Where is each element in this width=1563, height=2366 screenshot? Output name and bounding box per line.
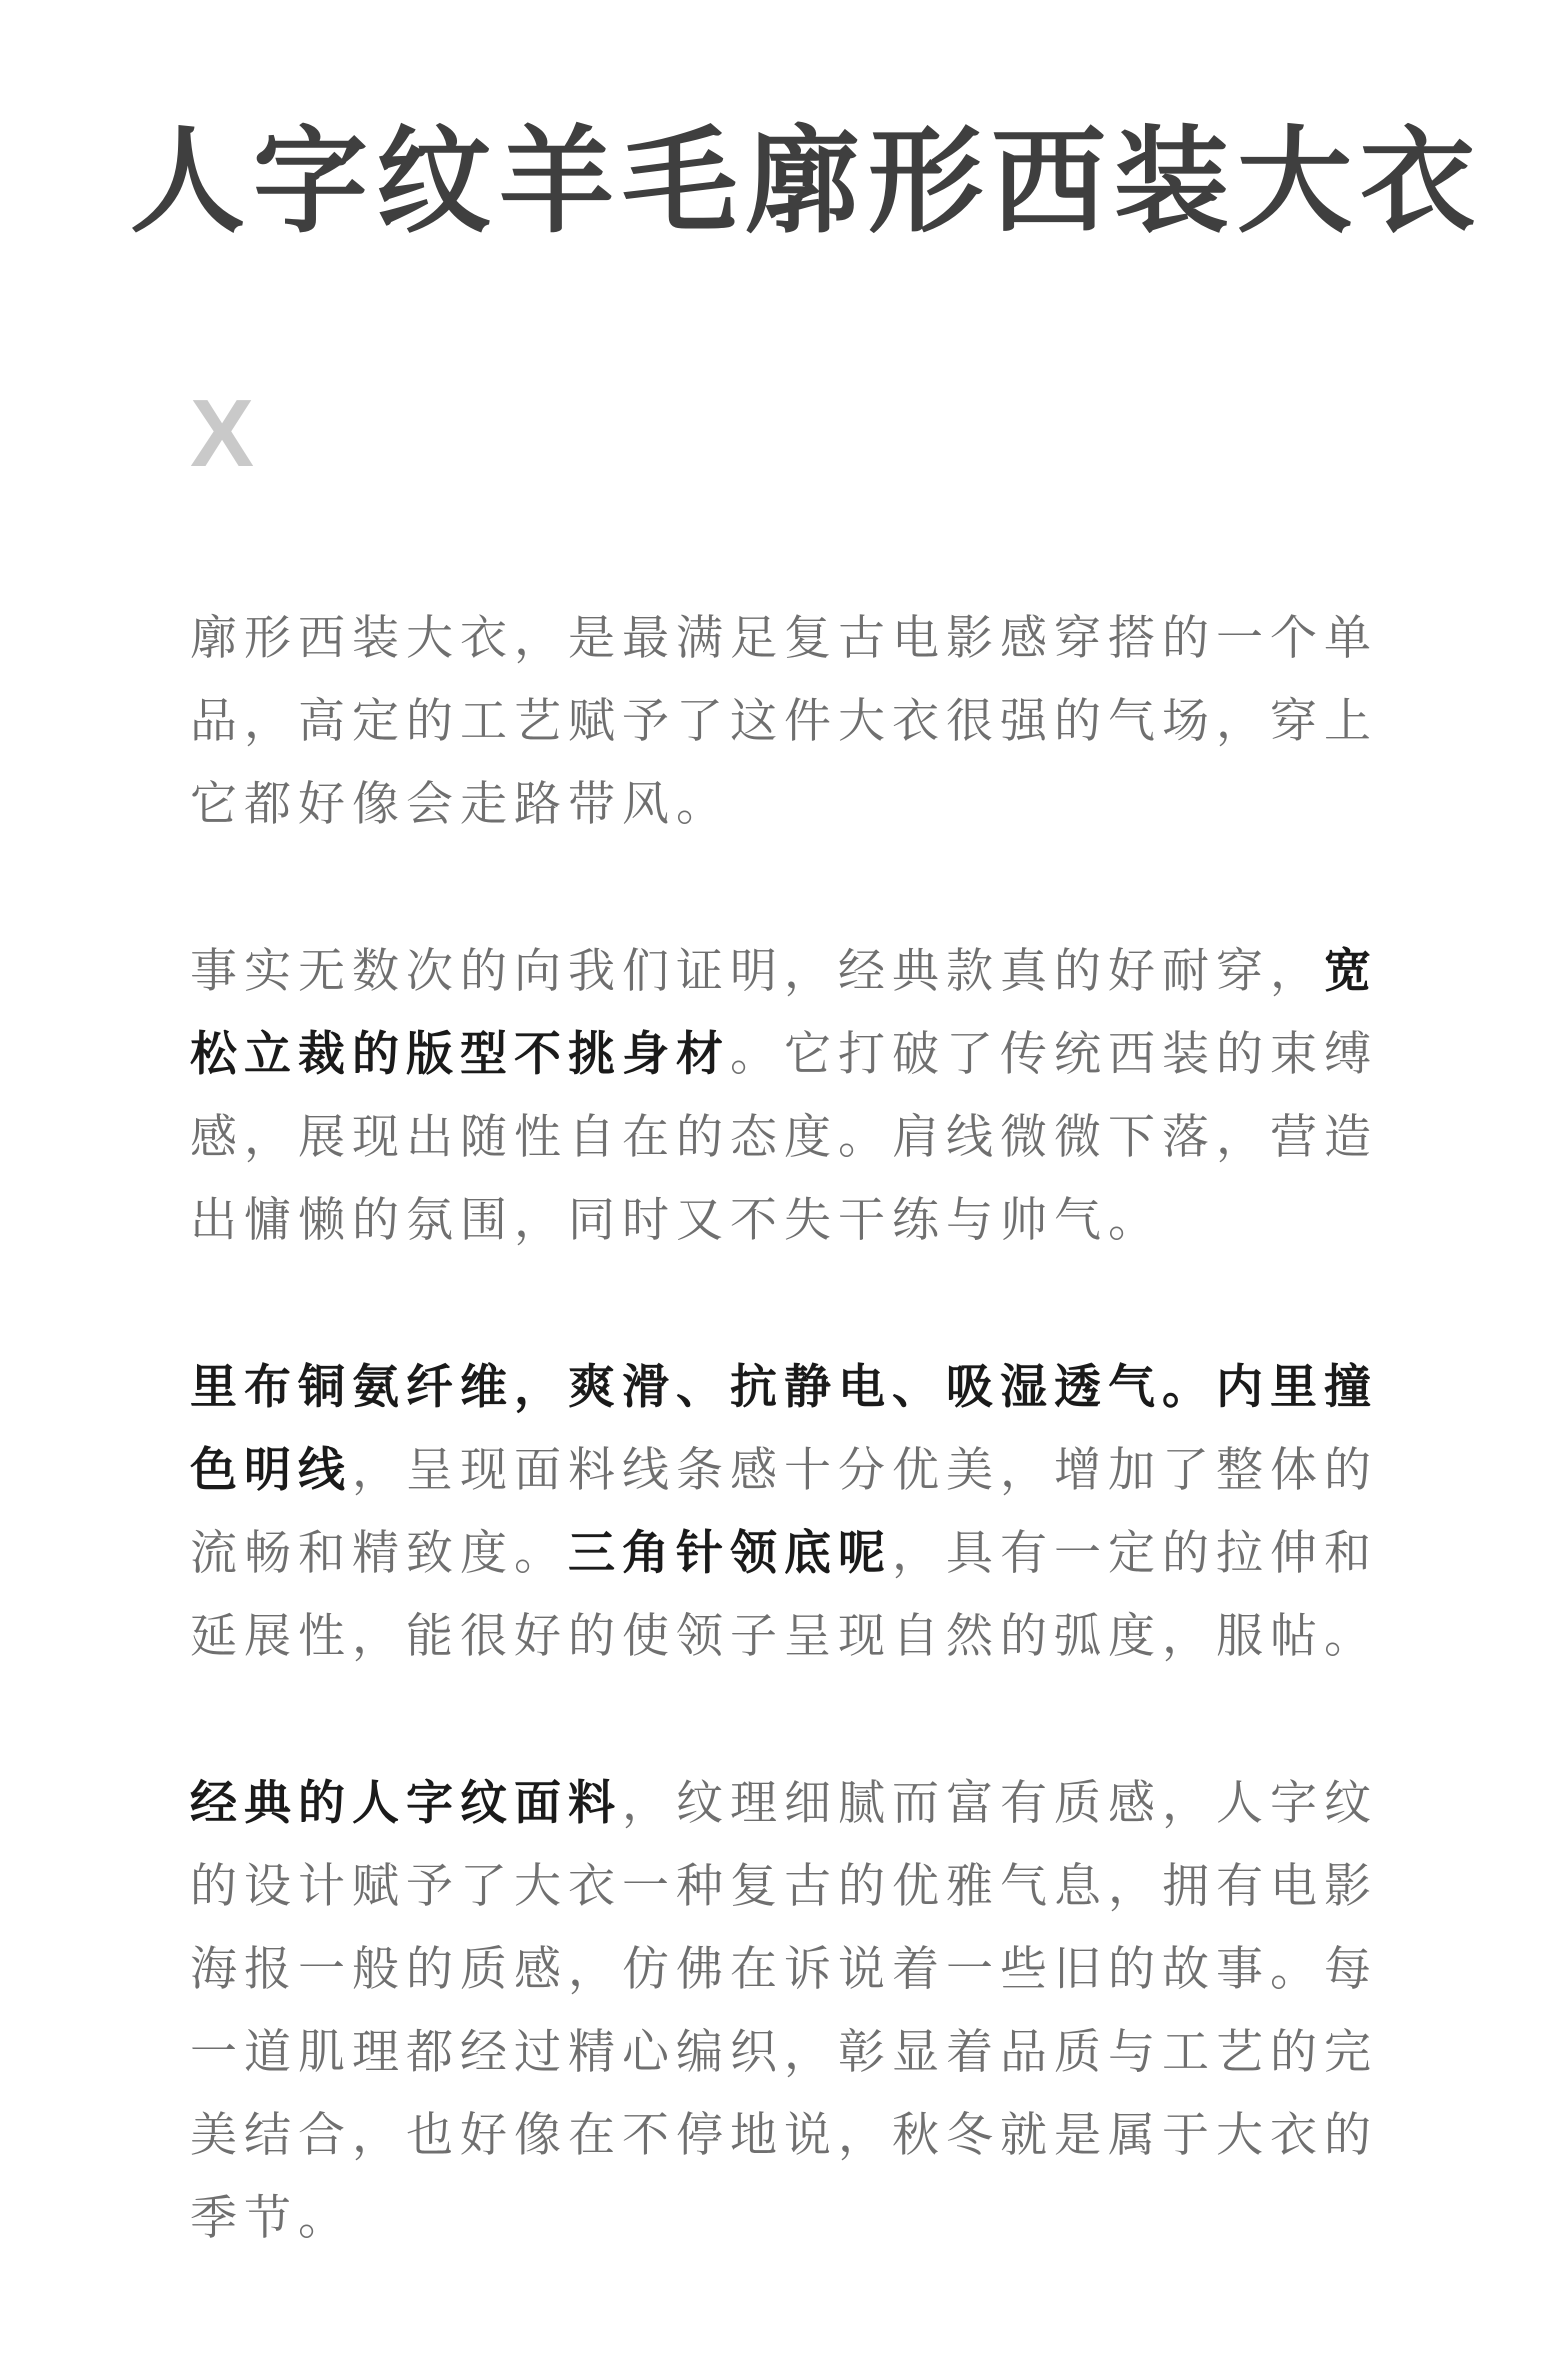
text-segment: ，呈现面料线条感十分优美，增加了整体的流畅和精致度。 xyxy=(190,1443,1378,1579)
bold-text-segment: 里布铜氨纤维，爽滑、抗静电、吸湿透气。内里撞色明线 xyxy=(190,1360,1378,1496)
bold-text-segment: 经典的人字纹面料 xyxy=(190,1776,622,1829)
bold-text-segment: 宽松立裁的版型不挑身材 xyxy=(190,944,1378,1080)
text-segment: 。它打破了传统西装的束缚感，展现出随性自在的态度。肩线微微下落，营造出慵懒的氛围，同时又不失干练与帅气。 xyxy=(190,1027,1378,1246)
paragraph xyxy=(190,1345,1378,1677)
text-segment: ，纹理细腻而富有质感，人字纹的设计赋予了大衣一种复古的优雅气息，拥有电影海报一般的质感，仿佛在诉说着一些旧的故事。每一道肌理都经过精心编织，彰显着品质与工艺的完美结合，也好像在不停地说，秋冬就是属于大衣的季节。 xyxy=(190,1776,1378,2244)
paragraph xyxy=(190,596,1378,845)
article-body xyxy=(190,596,1378,2259)
text-segment: ，具有一定的拉伸和延展性，能很好的使领子呈现自然的弧度，服帖。 xyxy=(190,1526,1378,1662)
broken-image-placeholder: X xyxy=(190,380,255,487)
text-segment: 廓形西装大衣，是最满足复古电影感穿搭的一个单品，高定的工艺赋予了这件大衣很强的气场，穿上它都好像会走路带风。 xyxy=(190,611,1378,830)
article-title: 人字纹羊毛廓形西装大衣 xyxy=(130,118,1484,246)
paragraph xyxy=(190,1761,1378,2259)
text-segment: 事实无数次的向我们证明，经典款真的好耐穿， xyxy=(190,944,1324,997)
bold-text-segment: 三角针领底呢 xyxy=(568,1526,892,1579)
paragraph xyxy=(190,929,1378,1261)
